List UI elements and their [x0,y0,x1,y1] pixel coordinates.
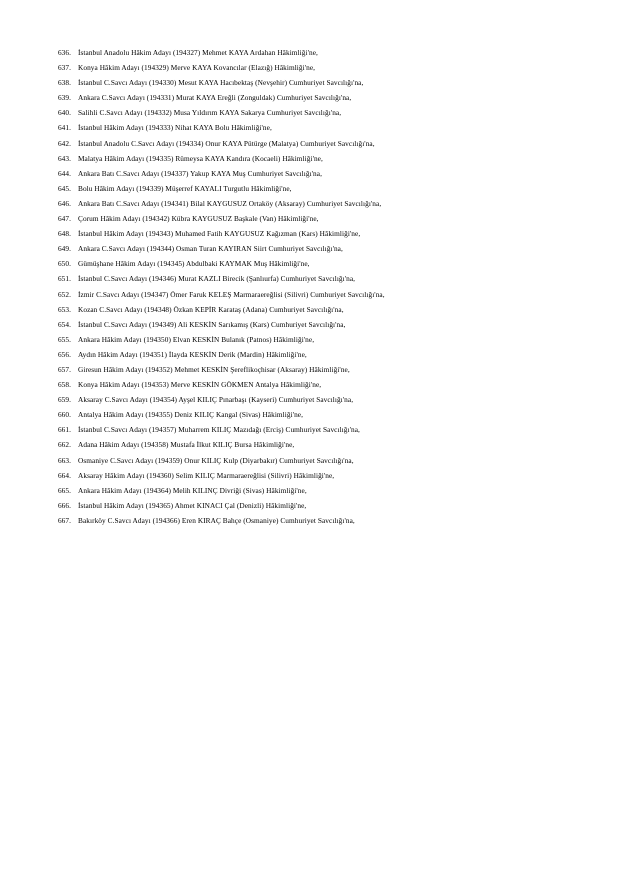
entry-number: 661. [57,425,71,435]
appointment-entry-list [52,45,578,528]
entry-number: 667. [57,515,71,525]
entry-number: 659. [57,395,71,405]
entry-text: İzmir C.Savcı Adayı (194347) Ömer Faruk KELEŞ Marmaraereğlisi (Silivri) Cumhuriyet Savcılığı'na, [78,289,385,299]
entry-number: 644. [57,168,71,178]
list-item [52,196,578,211]
list-item [52,120,578,135]
entry-text: İstanbul C.Savcı Adayı (194346) Murat KAZLI Birecik (Şanlıurfa) Cumhuriyet Savcılığı'na, [78,274,356,284]
entry-number: 637. [57,63,71,73]
entry-text: Salihli C.Savcı Adayı (194332) Musa Yıldırım KAYA Sakarya Cumhuriyet Savcılığı'na, [78,108,342,118]
entry-number: 648. [57,229,71,239]
entry-number: 660. [57,410,71,420]
list-item [52,407,578,422]
entry-number: 645. [57,183,71,193]
entry-number: 649. [57,244,71,254]
entry-text: Konya Hâkim Adayı (194329) Merve KAYA Kovancılar (Elazığ) Hâkimliği'ne, [78,63,316,73]
entry-text: Osmaniye C.Savcı Adayı (194359) Onur KILIÇ Kulp (Diyarbakır) Cumhuriyet Savcılığı'na, [78,455,354,465]
entry-text: İstanbul C.Savcı Adayı (194357) Muharrem KILIÇ Mazıdağı (Erciş) Cumhuriyet Savcılığı'na, [78,425,360,435]
entry-number: 642. [57,138,71,148]
entry-number: 647. [57,214,71,224]
entry-text: Giresun Hâkim Adayı (194352) Mehmet KESKİN Şereflikoçhisar (Aksaray) Hâkimliği'ne, [78,364,350,374]
entry-text: Antalya Hâkim Adayı (194355) Deniz KILIÇ Kangal (Sivas) Hâkimliği'ne, [78,410,304,420]
list-item [52,241,578,256]
entry-text: Adana Hâkim Adayı (194358) Mustafa İlkut KILIÇ Bursa Hâkimliği'ne, [78,440,295,450]
entry-number: 662. [57,440,71,450]
list-item [52,226,578,241]
list-item [52,483,578,498]
entry-number: 640. [57,108,71,118]
entry-text: Ankara C.Savcı Adayı (194344) Osman Turan KAYIRAN Siirt Cumhuriyet Savcılığı'na, [78,244,343,254]
entry-text: Aksaray Hâkim Adayı (194360) Selim KILIÇ Marmaraereğlisi (Silivri) Hâkimliği'ne, [78,470,335,480]
entry-number: 650. [57,259,71,269]
list-item [52,332,578,347]
entry-number: 652. [57,289,71,299]
entry-text: Aksaray C.Savcı Adayı (194354) Ayşel KILIÇ Pınarbaşı (Kayseri) Cumhuriyet Savcılığı'na, [78,395,354,405]
entry-number: 643. [57,153,71,163]
entry-text: Gümüşhane Hâkim Adayı (194345) Abdulbaki KAYMAK Muş Hâkimliği'ne, [78,259,310,269]
entry-number: 651. [57,274,71,284]
list-item [52,437,578,452]
entry-text: İstanbul Anadolu Hâkim Adayı (194327) Mehmet KAYA Ardahan Hâkimliği'ne, [78,48,318,57]
entry-number: 639. [57,93,71,103]
list-item [52,151,578,166]
entry-text: Malatya Hâkim Adayı (194335) Rümeysa KAYA Kandıra (Kocaeli) Hâkimliği'ne, [78,153,323,163]
entry-number: 655. [57,334,71,344]
entry-number: 664. [57,470,71,480]
list-item [52,377,578,392]
list-item [52,256,578,271]
list-item [52,468,578,483]
entry-number: 658. [57,380,71,390]
entry-number: 663. [57,455,71,465]
entry-text: Çorum Hâkim Adayı (194342) Kübra KAYGUSUZ Başkale (Van) Hâkimliği'ne, [78,214,319,224]
list-item [52,60,578,75]
entry-text: Konya Hâkim Adayı (194353) Merve KESKİN GÖKMEN Antalya Hâkimliği'ne, [78,380,322,390]
entry-text: İstanbul Anadolu C.Savcı Adayı (194334) Onur KAYA Pütürge (Malatya) Cumhuriyet Savcılığı'na, [78,138,375,148]
list-item [52,105,578,120]
entry-number: 641. [57,123,71,133]
entry-text: İstanbul Hâkim Adayı (194365) Ahmet KINACI Çal (Denizli) Hâkimliği'ne, [78,500,307,510]
entry-text: Ankara Hâkim Adayı (194350) Elvan KESKİN Bulanık (Patnos) Hâkimliği'ne, [78,334,315,344]
list-item [52,271,578,286]
entry-number: 665. [57,485,71,495]
entry-number: 636. [57,48,71,57]
list-item [52,347,578,362]
list-item [52,166,578,181]
list-item [52,181,578,196]
list-item [52,287,578,302]
entry-text: Ankara Batı C.Savcı Adayı (194337) Yakup KAYA Muş Cumhuriyet Savcılığı'na, [78,168,322,178]
entry-text: İstanbul Hâkim Adayı (194333) Nihat KAYA Bolu Hâkimliği'ne, [78,123,272,133]
list-item [52,211,578,226]
entry-text: Ankara C.Savcı Adayı (194331) Murat KAYA Ereğli (Zonguldak) Cumhuriyet Savcılığı'na, [78,93,352,103]
list-item [52,498,578,513]
entry-text: Ankara Batı C.Savcı Adayı (194341) Bilal KAYGUSUZ Ortaköy (Aksaray) Cumhuriyet Savcılığı'na, [78,198,382,208]
list-item [52,392,578,407]
entry-number: 638. [57,78,71,88]
list-item [52,453,578,468]
entry-number: 653. [57,304,71,314]
list-item [52,90,578,105]
entry-text: İstanbul Hâkim Adayı (194343) Muhamed Fatih KAYGUSUZ Kağızman (Kars) Hâkimliği'ne, [78,229,361,239]
list-item [52,422,578,437]
list-item [52,302,578,317]
list-item [52,45,578,60]
entry-text: Ankara Hâkim Adayı (194364) Melih KILINÇ Divriği (Sivas) Hâkimliği'ne, [78,485,307,495]
entry-number: 657. [57,364,71,374]
entry-number: 656. [57,349,71,359]
entry-text: Kozan C.Savcı Adayı (194348) Özkan KEPİR Karataş (Adana) Cumhuriyet Savcılığı'na, [78,304,344,314]
list-item [52,136,578,151]
list-item [52,75,578,90]
entry-number: 666. [57,500,71,510]
entry-text: İstanbul C.Savcı Adayı (194330) Mesut KAYA Hacıbektaş (Nevşehir) Cumhuriyet Savcılığı'na, [78,78,364,88]
list-item [52,362,578,377]
list-item [52,513,578,528]
entry-text: Aydın Hâkim Adayı (194351) İlayda KESKİN Derik (Mardin) Hâkimliği'ne, [78,349,307,359]
entry-text: Bakırköy C.Savcı Adayı (194366) Eren KIRAÇ Bahçe (Osmaniye) Cumhuriyet Savcılığı'na, [78,515,355,525]
entry-text: Bolu Hâkim Adayı (194339) Müşerref KAYALI Turgutlu Hâkimliği'ne, [78,183,292,193]
entry-number: 646. [57,198,71,208]
list-item [52,317,578,332]
entry-number: 654. [57,319,71,329]
entry-text: İstanbul C.Savcı Adayı (194349) Ali KESKİN Sarıkamış (Kars) Cumhuriyet Savcılığı'na, [78,319,346,329]
